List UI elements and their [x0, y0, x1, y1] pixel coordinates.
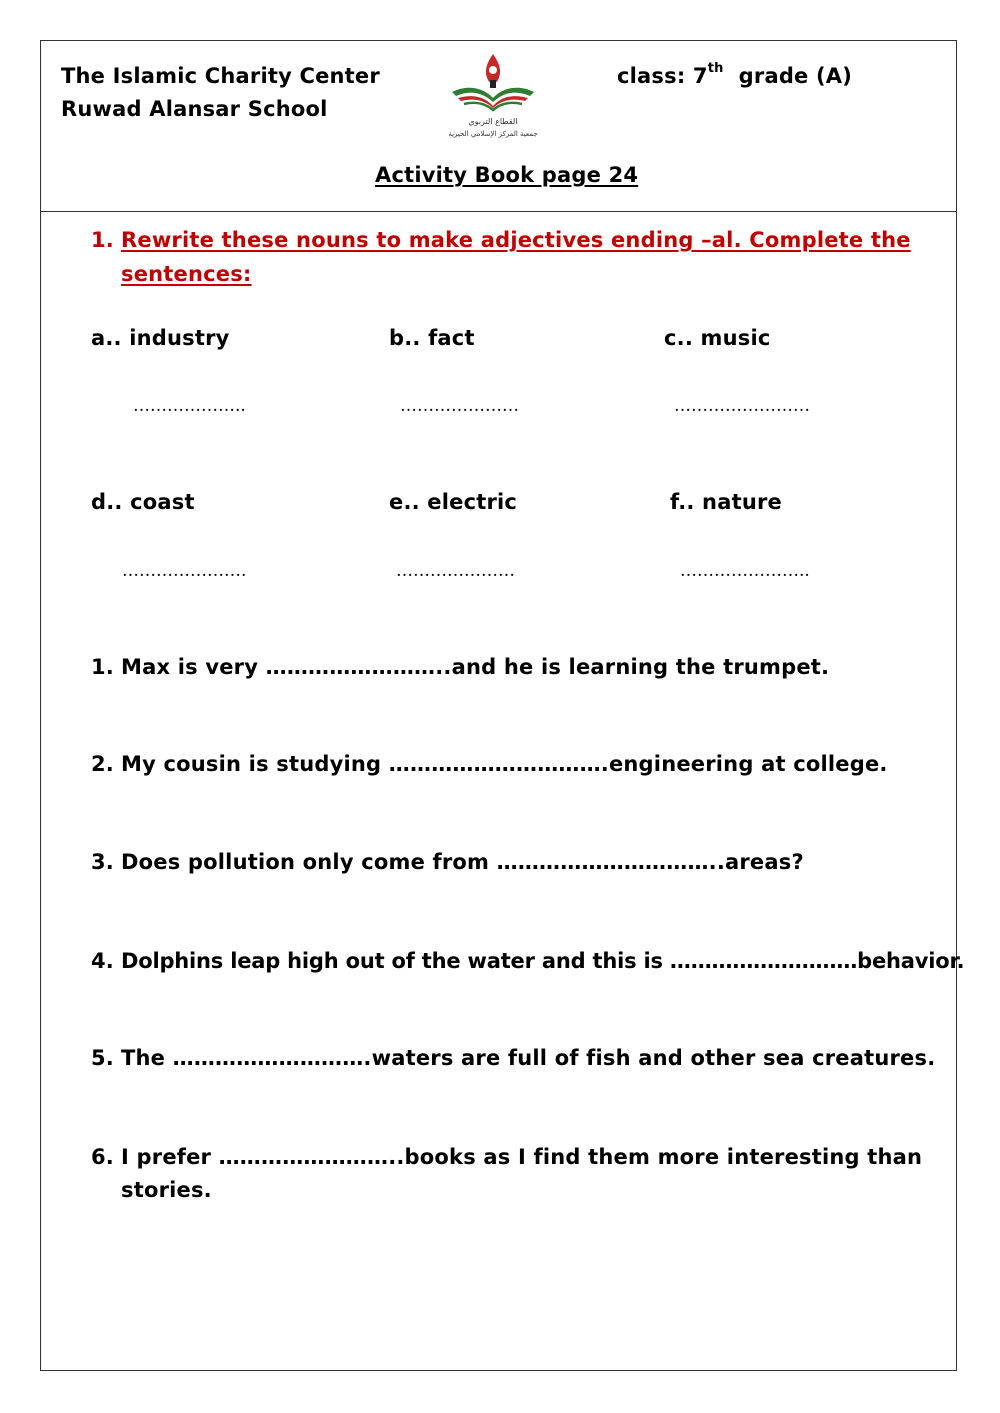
answer-blank[interactable]: …………………… [674, 396, 810, 416]
school-logo [446, 50, 540, 144]
sentence-text: Max is very ……………………..and he is learning the trumpet. [121, 655, 830, 679]
class-label: class: 7th grade (A) [617, 61, 853, 88]
sentence-text: Dolphins leap high out of the water and this is ………………………behavior. [121, 949, 965, 973]
sentence-text: I prefer ……………………..books as I find them more interesting than [121, 1145, 923, 1169]
word-item: c.. music [664, 326, 771, 350]
answer-blank[interactable]: ………………… [396, 561, 515, 581]
word-item: d.. coast [91, 490, 195, 514]
page-title: Activity Book page 24 [375, 163, 639, 187]
answer-blank[interactable]: ……………….. [133, 396, 246, 416]
word-item: f.. nature [670, 490, 782, 514]
exercise-number: 1. [91, 228, 114, 252]
sentence-text: My cousin is studying ………………………….engineering at college. [121, 752, 888, 776]
school-name: Ruwad Alansar School [61, 97, 328, 121]
answer-blank[interactable]: ………………….. [680, 561, 810, 581]
sentence-number: 6. [91, 1145, 114, 1169]
answer-blank[interactable]: ………………… [400, 396, 519, 416]
logo-text-2: جمعية المركز الإسلامي الخيرية [448, 130, 538, 138]
word-item: e.. electric [389, 490, 518, 514]
org-name: The Islamic Charity Center [61, 64, 380, 88]
sentence-text: Does pollution only come from …………………………..areas? [121, 850, 804, 874]
sentence-text: The ……………………….waters are full of fish and other sea creatures. [121, 1046, 936, 1070]
sentence-number: 5. [91, 1046, 114, 1070]
sentence-number: 3. [91, 850, 114, 874]
header-divider [40, 211, 957, 212]
sentence-number: 4. [91, 949, 114, 973]
sentence-text-continued: stories. [121, 1178, 212, 1202]
instruction-line-2: sentences: [121, 262, 252, 286]
answer-blank[interactable]: …………………. [122, 561, 247, 581]
word-item: a.. industry [91, 326, 230, 350]
sentence-number: 2. [91, 752, 114, 776]
instruction-line-1: Rewrite these nouns to make adjectives ending –al. Complete the [121, 228, 911, 252]
word-item: b.. fact [389, 326, 475, 350]
logo-text-1: القطاع التربوي [468, 117, 518, 126]
sentence-number: 1. [91, 655, 114, 679]
